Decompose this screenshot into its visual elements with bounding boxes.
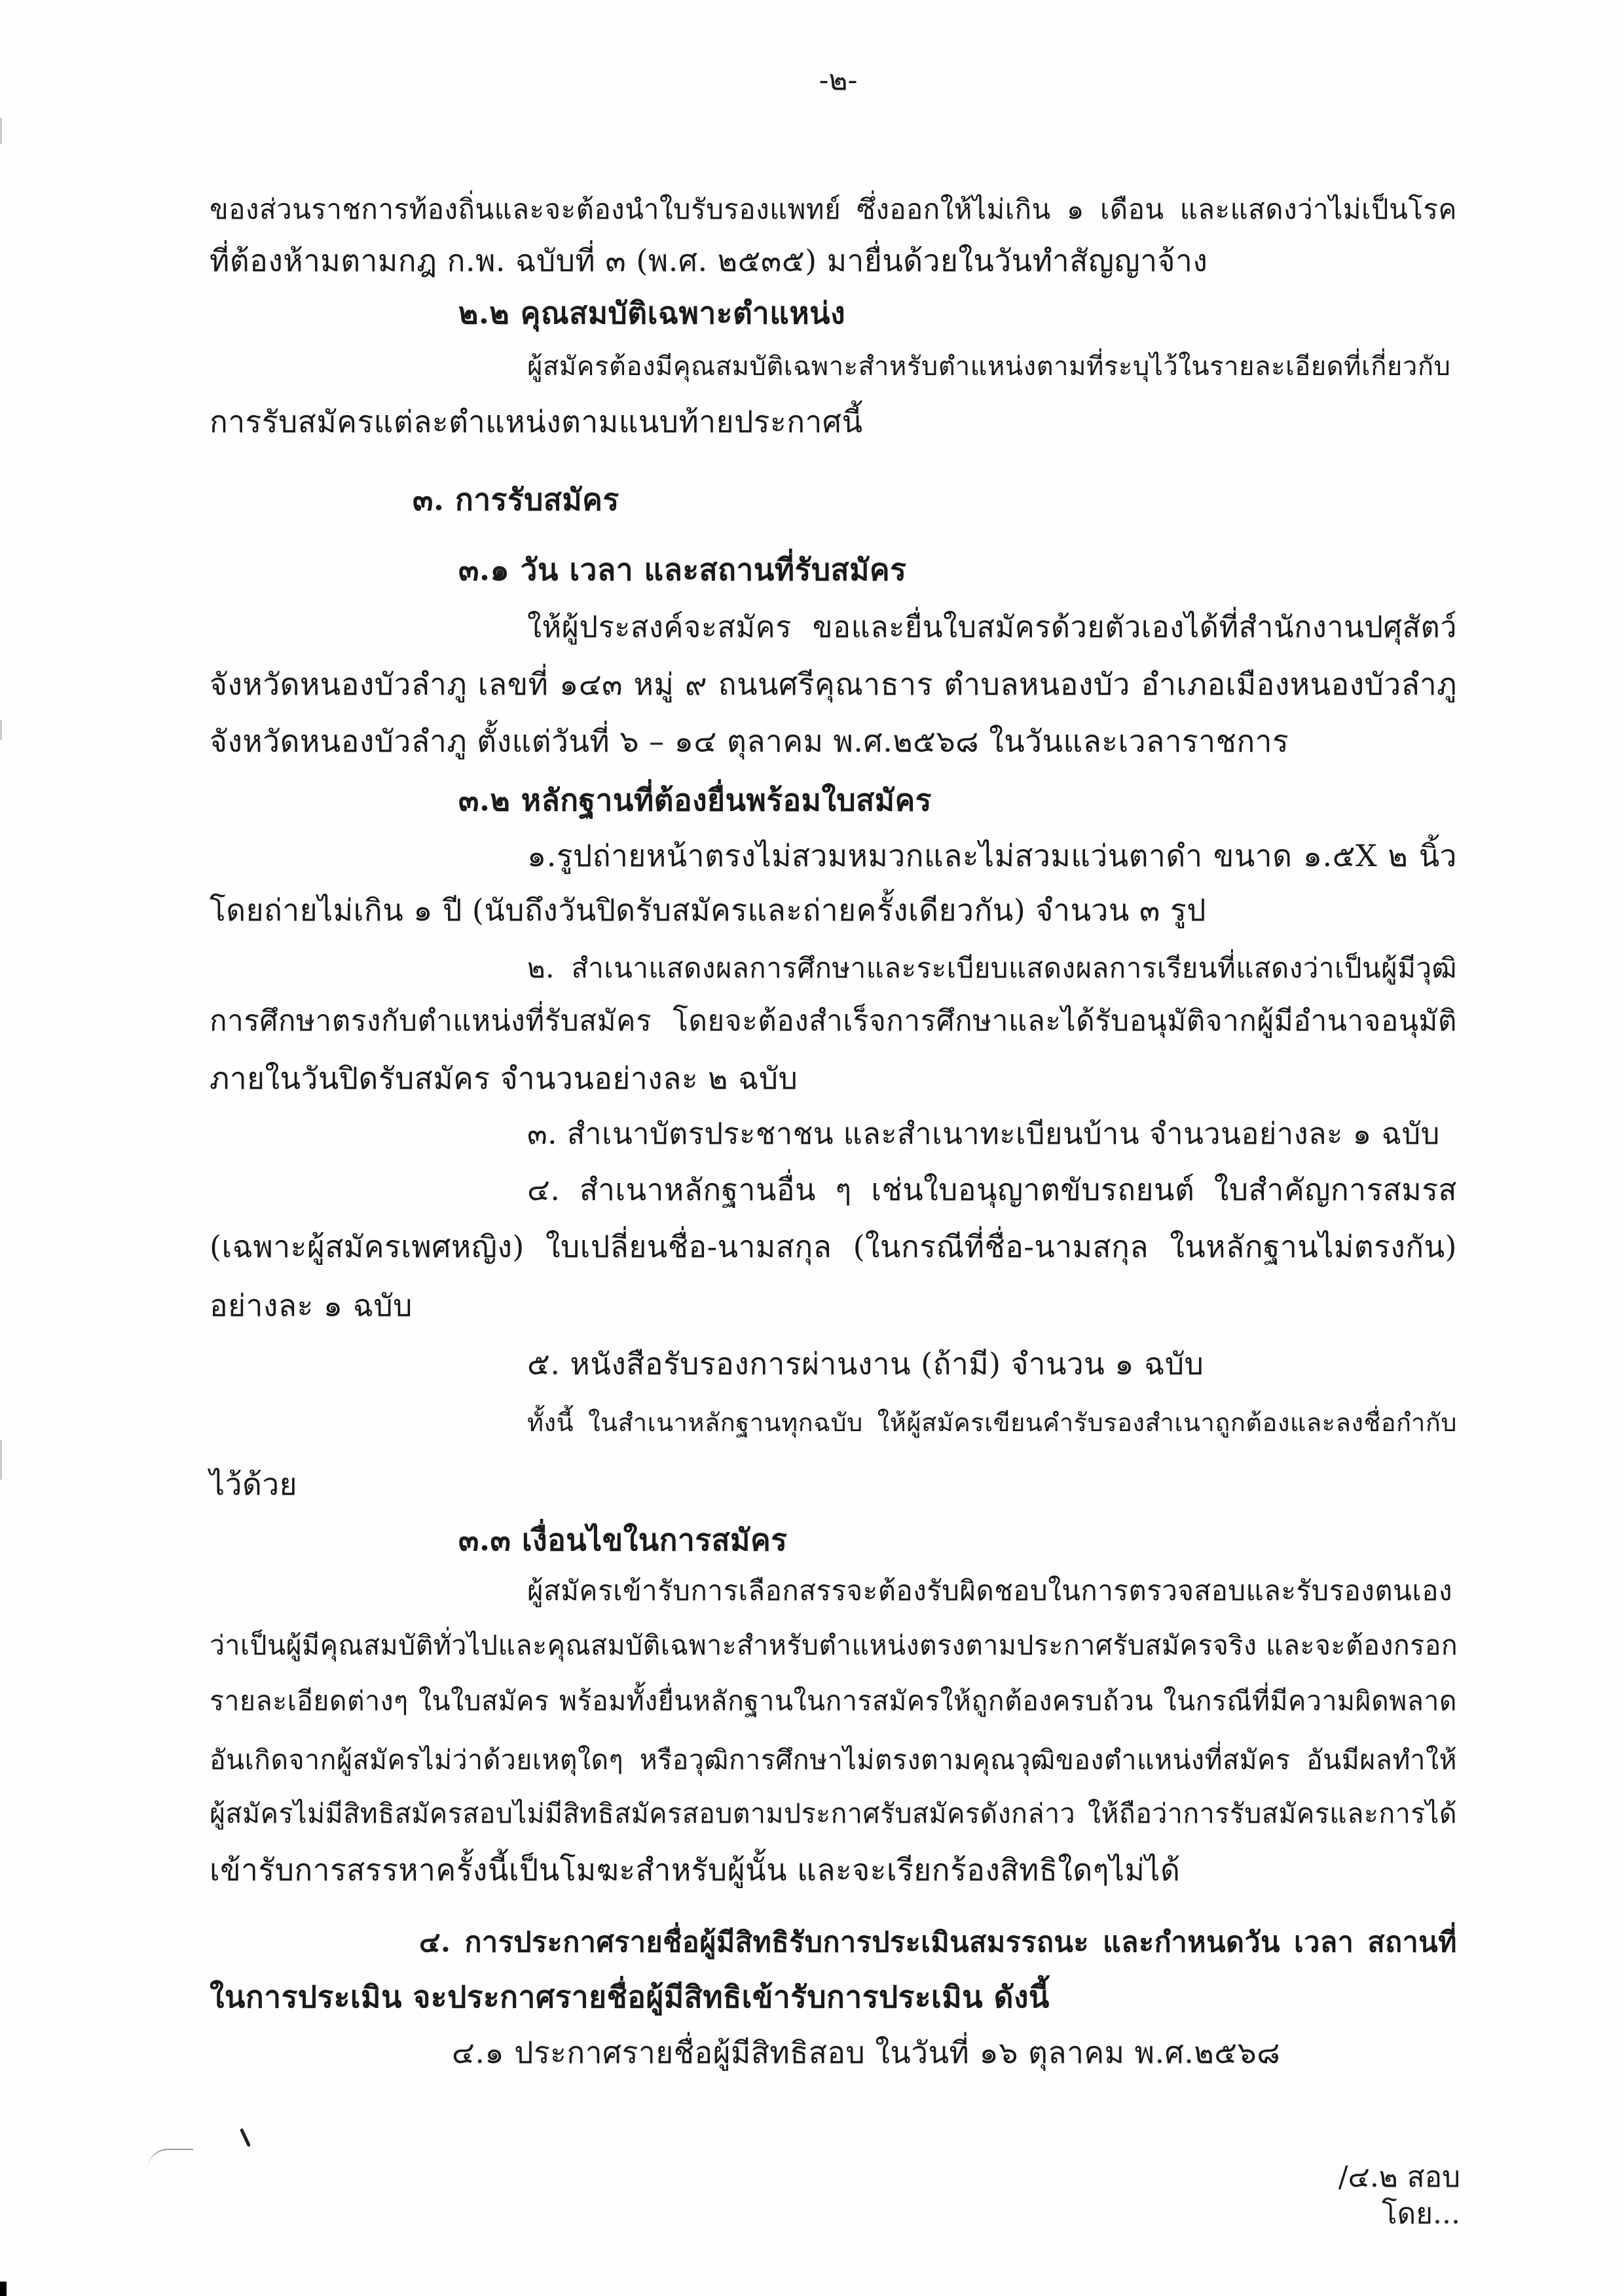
paragraph-line: ไว้ด้วย xyxy=(210,1467,298,1502)
paragraph-line: ผู้สมัครเข้ารับการเลือกสรรจะต้องรับผิดชอบในการตรวจสอบและรับรองตนเอง xyxy=(527,1575,1452,1607)
paragraph-line: อันเกิดจากผู้สมัครไม่ว่าด้วยเหตุใดๆ หรือวุฒิการศึกษาไม่ตรงตามคุณวุฒิของตำแหน่งที่สมัคร อันมีผลทำให้ xyxy=(210,1744,1457,1776)
paragraph-line: ๔.๑ ประกาศรายชื่อผู้มีสิทธิสอบ ในวันที่ ๑๖ ตุลาคม พ.ศ.๒๕๖๘ xyxy=(452,2035,1281,2070)
paragraph-line: ให้ผู้ประสงค์จะสมัคร ขอและยื่นใบสมัครด้วยตัวเองได้ที่สำนักงานปศุสัตว์ xyxy=(527,610,1457,644)
paragraph-line: จังหวัดหนองบัวลำภู ตั้งแต่วันที่ ๖ – ๑๔ ตุลาคม พ.ศ.๒๕๖๘ ในวันและเวลาราชการ xyxy=(210,723,1289,759)
paragraph-line: จังหวัดหนองบัวลำภู เลขที่ ๑๔๓ หมู่ ๙ ถนนศรีคุณาธาร ตำบลหนองบัว อำเภอเมืองหนองบัวลำภู xyxy=(210,666,1457,702)
continuation-footer: /๔.๒ สอบโดย... xyxy=(1338,2160,1460,2231)
section-heading: ๓. การรับสมัคร xyxy=(413,482,619,517)
paragraph-line: เข้ารับการสรรหาครั้งนี้เป็นโมฆะสำหรับผู้นั้น และจะเรียกร้องสิทธิใดๆไม่ได้ xyxy=(210,1852,1181,1887)
paragraph-line: ผู้สมัครไม่มีสิทธิสมัครสอบไม่มีสิทธิสมัครสอบตามประกาศรับสมัครดังกล่าว ให้ถือว่าการรับสมัครและการได้ xyxy=(210,1798,1457,1829)
paragraph-line: ผู้สมัครต้องมีคุณสมบัติเฉพาะสำหรับตำแหน่งตามที่ระบุไว้ในรายละเอียดที่เกี่ยวกับ xyxy=(527,352,1451,382)
paragraph-line: อย่างละ ๑ ฉบับ xyxy=(210,1288,413,1323)
section-heading: ๓.๓ เงื่อนไขในการสมัคร xyxy=(458,1522,788,1558)
paragraph-line: โดยถ่ายไม่เกิน ๑ ปี (นับถึงวันปิดรับสมัครและถ่ายครั้งเดียวกัน) จำนวน ๓ รูป xyxy=(210,892,1206,928)
paragraph-line: ว่าเป็นผู้มีคุณสมบัติทั่วไปและคุณสมบัติเฉพาะสำหรับตำแหน่งตรงตามประกาศรับสมัครจริง และจะต้องกรอก xyxy=(210,1630,1458,1661)
scan-edge-mark xyxy=(0,118,2,144)
section-heading: ในการประเมิน จะประกาศรายชื่อผู้มีสิทธิเข้ารับการประเมิน ดังนี้ xyxy=(210,1979,1050,2014)
paragraph-line: (เฉพาะผู้สมัครเพศหญิง) ใบเปลี่ยนชื่อ-นามสกุล (ในกรณีที่ชื่อ-นามสกุล ในหลักฐานไม่ตรงกัน) xyxy=(210,1229,1457,1264)
paragraph-line: ๓. สำเนาบัตรประชาชน และสำเนาทะเบียนบ้าน จำนวนอย่างละ ๑ ฉบับ xyxy=(527,1116,1440,1151)
page-number: -๒- xyxy=(819,64,858,97)
section-heading: ๓.๒ หลักฐานที่ต้องยื่นพร้อมใบสมัคร xyxy=(458,782,932,818)
section-heading: ๒.๒ คุณสมบัติเฉพาะตำแหน่ง xyxy=(458,295,846,331)
paragraph-line: ๕. หนังสือรับรองการผ่านงาน (ถ้ามี) จำนวน ๑ ฉบับ xyxy=(527,1346,1204,1381)
paragraph-line: ๑.รูปถ่ายหน้าตรงไม่สวมหมวกและไม่สวมแว่นตาดำ ขนาด ๑.๕X ๒ นิ้ว xyxy=(527,838,1457,873)
paragraph-line: ภายในวันปิดรับสมัคร จำนวนอย่างละ ๒ ฉบับ xyxy=(210,1061,798,1096)
paragraph-line: ของส่วนราชการท้องถิ่นและจะต้องนำใบรับรองแพทย์ ซึ่งออกให้ไม่เกิน ๑ เดือน และแสดงว่าไม่เป็นโรค xyxy=(210,193,1457,225)
paragraph-line: ทั้งนี้ ในสำเนาหลักฐานทุกฉบับ ให้ผู้สมัครเขียนคำรับรองสำเนาถูกต้องและลงชื่อกำกับ xyxy=(527,1408,1457,1437)
section-heading: ๔. การประกาศรายชื่อผู้มีสิทธิรับการประเมินสมรรถนะ และกำหนดวัน เวลา สถานที่ xyxy=(419,1926,1457,1959)
paragraph-line: การรับสมัครแต่ละตำแหน่งตามแนบท้ายประกาศนี้ xyxy=(210,404,863,439)
pen-stroke-mark xyxy=(240,2128,251,2147)
pen-curve-mark xyxy=(147,2149,193,2170)
section-heading: ๓.๑ วัน เวลา และสถานที่รับสมัคร xyxy=(458,552,907,587)
scan-corner-mark xyxy=(0,2282,7,2296)
paragraph-line: ที่ต้องห้ามตามกฎ ก.พ. ฉบับที่ ๓ (พ.ศ. ๒๕๓๕) มายื่นด้วยในวันทำสัญญาจ้าง xyxy=(210,243,1208,278)
scan-edge-mark xyxy=(0,720,2,740)
scan-edge-mark xyxy=(0,1440,2,1480)
paragraph-line: ๒. สำเนาแสดงผลการศึกษาและระเบียบแสดงผลการเรียนที่แสดงว่าเป็นผู้มีวุฒิ xyxy=(527,952,1457,984)
paragraph-line: การศึกษาตรงกับตำแหน่งที่รับสมัคร โดยจะต้องสำเร็จการศึกษาและได้รับอนุมัติจากผู้มีอำนาจอนุมัติ xyxy=(210,1004,1457,1038)
paragraph-line: รายละเอียดต่างๆ ในใบสมัคร พร้อมทั้งยื่นหลักฐานในการสมัครให้ถูกต้องครบถ้วน ในกรณีที่มีความผิดพลาด xyxy=(210,1685,1457,1717)
paragraph-line: ๔. สำเนาหลักฐานอื่น ๆ เช่นใบอนุญาตขับรถยนต์ ใบสำคัญการสมรส xyxy=(527,1172,1457,1207)
